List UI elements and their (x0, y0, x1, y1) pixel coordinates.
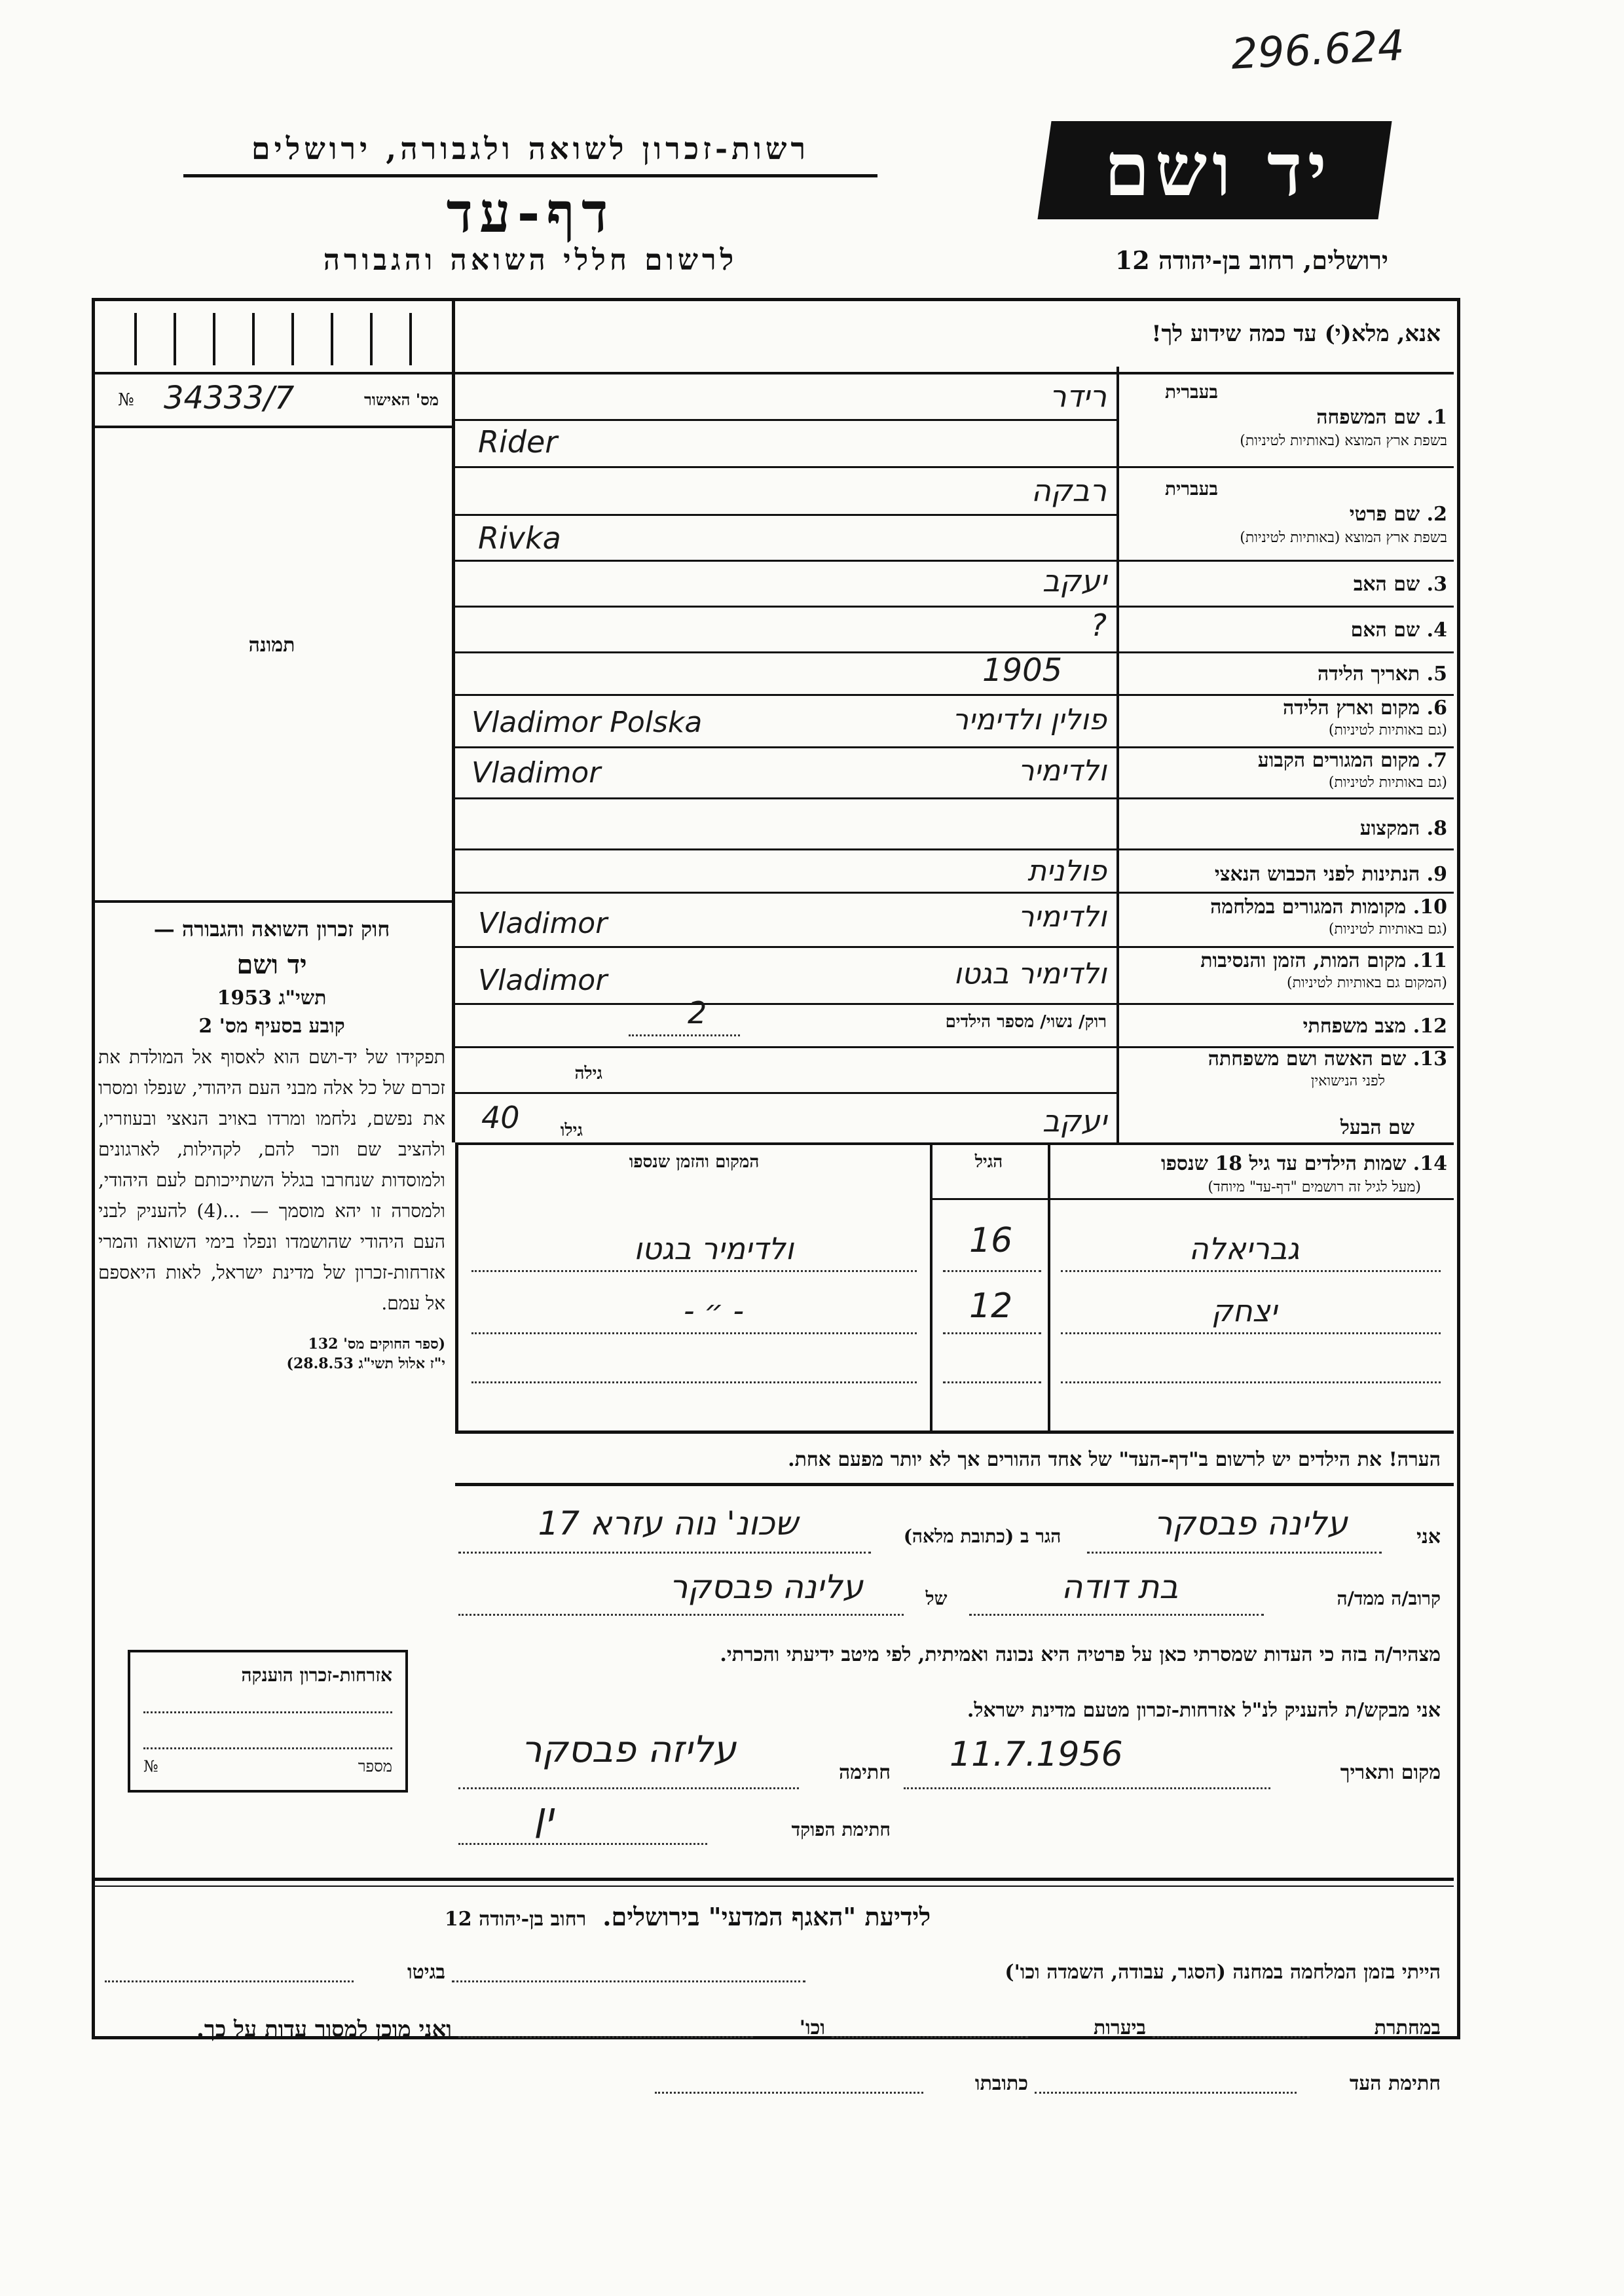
law-body: תפקידו של יד-ושם הוא לאסוף אל המולדת את זכרם של כל אלה מבני העם היהודי, שנפלו ומסרו את נפשם, נלחמו ומרדו באויב הנאצי ובעוזריו, ולהציב שם וזכר להם, לקהילות, לארגונים ולמוסדות שנחרבו בגלל השתייכותם לעם היהודי, ולמסרה זו יהא מוסמך — ...(4) להעניק לבני העם היהודי שהושמדו ונפלו בימי השואה והמרי אזרחות-זכרון של מדינת ישראל, לאות היאספם אל עמם. (98, 1046, 445, 1314)
decl-signature-value[interactable]: עליזה פבסקר (521, 1728, 737, 1771)
children-col-age: הגיל (974, 1152, 1003, 1172)
decl-request: אני מבקש/ת להעניק לנ"ל אזרחות-זכרון מטעם מדינת ישראל. (967, 1699, 1441, 1722)
note-text: הערה! את הילדים יש לרשום ב"דף-העד" של אחד ההורים אך לא יותר מפעם אחת. (788, 1448, 1441, 1471)
org-line: רשות-זכרון לשואה ולגבורה, ירושלים (251, 131, 810, 166)
law-box (98, 917, 445, 1372)
field-6-label: 6. מקום וארץ הלידה (1282, 697, 1447, 720)
form-subtitle: לרשום חללי השואה והגבורה (323, 244, 738, 277)
child-1-age[interactable]: 16 (969, 1221, 1013, 1260)
children-label: 14. שמות הילדים עד גיל 18 שנספו (1160, 1152, 1447, 1175)
logo-text: יד ושם (1103, 127, 1333, 213)
footer-address: רחוב בן-יהודה 12 (444, 1908, 587, 1931)
footer-line3-a: חתימת העד (1349, 2072, 1441, 2095)
field-2-label: 2. שם פרטי (1349, 503, 1447, 526)
footer-title: לידיעת "האגף המדעי" בירושלים. (602, 1902, 931, 1931)
footer-line2-d: ואני מוכן למסור עדות על כך. (196, 2016, 452, 2043)
child-2-place[interactable]: - ״ - (683, 1293, 745, 1328)
field-1-value-latin[interactable]: Rider (478, 424, 558, 460)
field-9-value[interactable]: פולנית (1027, 854, 1107, 888)
header-underline (183, 174, 877, 177)
field-8-label: 8. המקצוע (1359, 817, 1447, 840)
decl-officer-label: חתימת הפוקד (791, 1819, 891, 1840)
child-1-place[interactable]: ולדימיר בגטו (633, 1231, 794, 1266)
field-3-label: 3. שם האב (1353, 573, 1447, 596)
decl-i-label: אני (1416, 1525, 1441, 1548)
decl-relation-value[interactable]: בת דודה (1061, 1568, 1179, 1606)
field-13-age-label: גילה (574, 1064, 602, 1084)
husband-age-value[interactable]: 40 (481, 1100, 520, 1135)
field-7-sublabel: (גם באותיות לטיניות) (1328, 774, 1447, 791)
field-10-value-latin[interactable]: Vladimor (478, 907, 608, 940)
field-1-sublabel: בשפת ארץ המוצא (באותיות לטיניות) (1240, 433, 1447, 449)
approval-no-symbol: № (118, 390, 134, 410)
children-sublabel: (מעל לגיל זה רושמים "דף-עד" מיוחד) (1208, 1179, 1421, 1195)
field-2-sublabel: בשפת ארץ המוצא (באותיות לטיניות) (1240, 530, 1447, 546)
field-11-value-latin[interactable]: Vladimor (478, 964, 608, 997)
field-10-value-he[interactable]: ולדימיר (1018, 900, 1107, 934)
intro-text: אנא, מלא(י) עד כמה שידוע לך! (1151, 321, 1441, 347)
field-10-label: 10. מקומות המגורים במלחמה (1210, 896, 1447, 919)
decl-signature-label: חתימה (839, 1761, 891, 1784)
field-6-sublabel: (גם באותיות לטיניות) (1328, 722, 1447, 738)
archive-number: 296.624 (1230, 22, 1406, 79)
husband-name-value[interactable]: יעקב (1042, 1103, 1107, 1139)
decl-of-value[interactable]: עלינה פבסקר (669, 1568, 863, 1606)
law-footnote-1: (ספר החוקים מס' 132 (308, 1336, 445, 1353)
field-6-value-latin[interactable]: Vladimor Polska (471, 706, 703, 739)
field-12-children[interactable]: 2 (688, 995, 707, 1030)
field-2-lang: בעברית (1164, 478, 1218, 500)
citizenship-no-symbol: № (143, 1757, 158, 1776)
field-7-value-latin[interactable]: Vladimor (471, 756, 601, 790)
field-7-label: 7. מקום המגורים הקבוע (1257, 749, 1447, 772)
form-title: דף-עד (446, 180, 615, 245)
footer-line3-b: כתובתו (974, 2072, 1028, 2095)
child-2-age[interactable]: 12 (969, 1286, 1013, 1326)
decl-place-date-label: מקום ותאריך (1340, 1761, 1441, 1784)
decl-i-value[interactable]: עלינה פבסקר (1154, 1504, 1348, 1542)
field-11-label: 11. מקום המות, הזמן והנסיבות (1200, 949, 1447, 972)
field-4-label: 4. שם האם (1350, 619, 1447, 642)
footer-line2-c: וכו' (799, 2016, 825, 2039)
field-9-label: 9. הנתינות לפני הכבוש הנאצי (1214, 863, 1447, 886)
footer-line2-a: במחתרת (1374, 2016, 1441, 2039)
husband-age-label: גילו (560, 1121, 583, 1140)
field-3-value[interactable]: יעקב (1042, 563, 1107, 598)
law-year: תשי"ג 1953 (217, 987, 327, 1010)
law-logo: יד ושם (236, 949, 307, 980)
children-col-place: המקום והזמן שנספו (629, 1152, 760, 1172)
photo-label: תמונה (248, 634, 295, 657)
child-1-name[interactable]: גבריאלה (1189, 1231, 1300, 1266)
footer-title-row (196, 1902, 1179, 1932)
field-13-sublabel: לפני הנישואין (1310, 1073, 1385, 1089)
footer-line2-b: ביערות (1093, 2016, 1146, 2039)
field-11-sublabel: (המקום גם באותיות לטיניות) (1287, 975, 1447, 991)
field-7-value-he[interactable]: ולדימיר (1018, 754, 1107, 788)
field-2-value-he[interactable]: רבקה (1031, 473, 1107, 508)
citizenship-box (128, 1650, 408, 1793)
decl-resides-value[interactable]: שכונ' נוה עזרא 17 (538, 1504, 798, 1542)
field-2-value-latin[interactable]: Rivka (478, 520, 561, 556)
decl-officer-value[interactable]: ין (534, 1794, 553, 1840)
field-4-value[interactable]: ? (1090, 608, 1107, 643)
decl-resides-label: הגר ב (כתובת מלאה) (903, 1525, 1061, 1547)
approval-value: 34333/7 (164, 380, 295, 416)
decl-statement: מצהיר/ה בזה כי העדות שמסרתי כאן על פרטיה היא נכונה ואמיתית, לפי מיטב ידיעתי והכרתי. (720, 1643, 1441, 1666)
field-10-sublabel: (גם באותיות לטיניות) (1328, 921, 1447, 938)
approval-row (105, 380, 445, 419)
field-1-value-he[interactable]: רידר (1049, 378, 1107, 414)
law-footnote-2: י"ז אלול תשי"ג 28.8.53) (286, 1355, 445, 1372)
field-12-label: 12. מצב משפחתי (1302, 1015, 1447, 1038)
citizenship-title: אזרחות-זכרון הוענקה (241, 1664, 392, 1686)
field-11-value-he[interactable]: ולדימיר בגטו (953, 957, 1107, 991)
child-2-name[interactable]: יצחק (1211, 1293, 1278, 1328)
decl-of-label: של (925, 1588, 948, 1609)
footer-line1-b: בגיטו (407, 1961, 445, 1984)
field-13-label: 13. שם האשה ושם משפחתה (1208, 1048, 1447, 1070)
decl-relation-label: קרוב/ה ממד/ה (1337, 1588, 1441, 1609)
field-5-value[interactable]: 1905 (982, 652, 1063, 689)
footer-line1-a: הייתי בזמן המלחמה במחנה (הסגר, עבודה, השמדה וכו') (1005, 1961, 1441, 1984)
field-6-value-he[interactable]: פולין ולדימיר (952, 703, 1107, 737)
citizenship-number-label: מספר (358, 1757, 392, 1776)
field-12-value: רוק/ נשוי/ מספר הילדים (945, 1012, 1107, 1032)
field-1-label: 1. שם המשפחה (1316, 406, 1447, 429)
law-title: חוק זכרון השואה והגבורה — (153, 917, 390, 941)
decl-place-date-value[interactable]: 11.7.1956 (950, 1735, 1123, 1774)
field-1-lang: בעברית (1164, 381, 1218, 403)
field-5-label: 5. תאריך הלידה (1318, 663, 1447, 685)
header-address: ירושלים, רחוב בן-יהודה 12 (1115, 246, 1388, 275)
husband-label: שם הבעל (1340, 1116, 1414, 1139)
law-clause: קובע בסעיף מס' 2 (198, 1015, 345, 1038)
checkbox-strip (95, 301, 452, 373)
approval-label: מס' האישור (363, 390, 439, 409)
